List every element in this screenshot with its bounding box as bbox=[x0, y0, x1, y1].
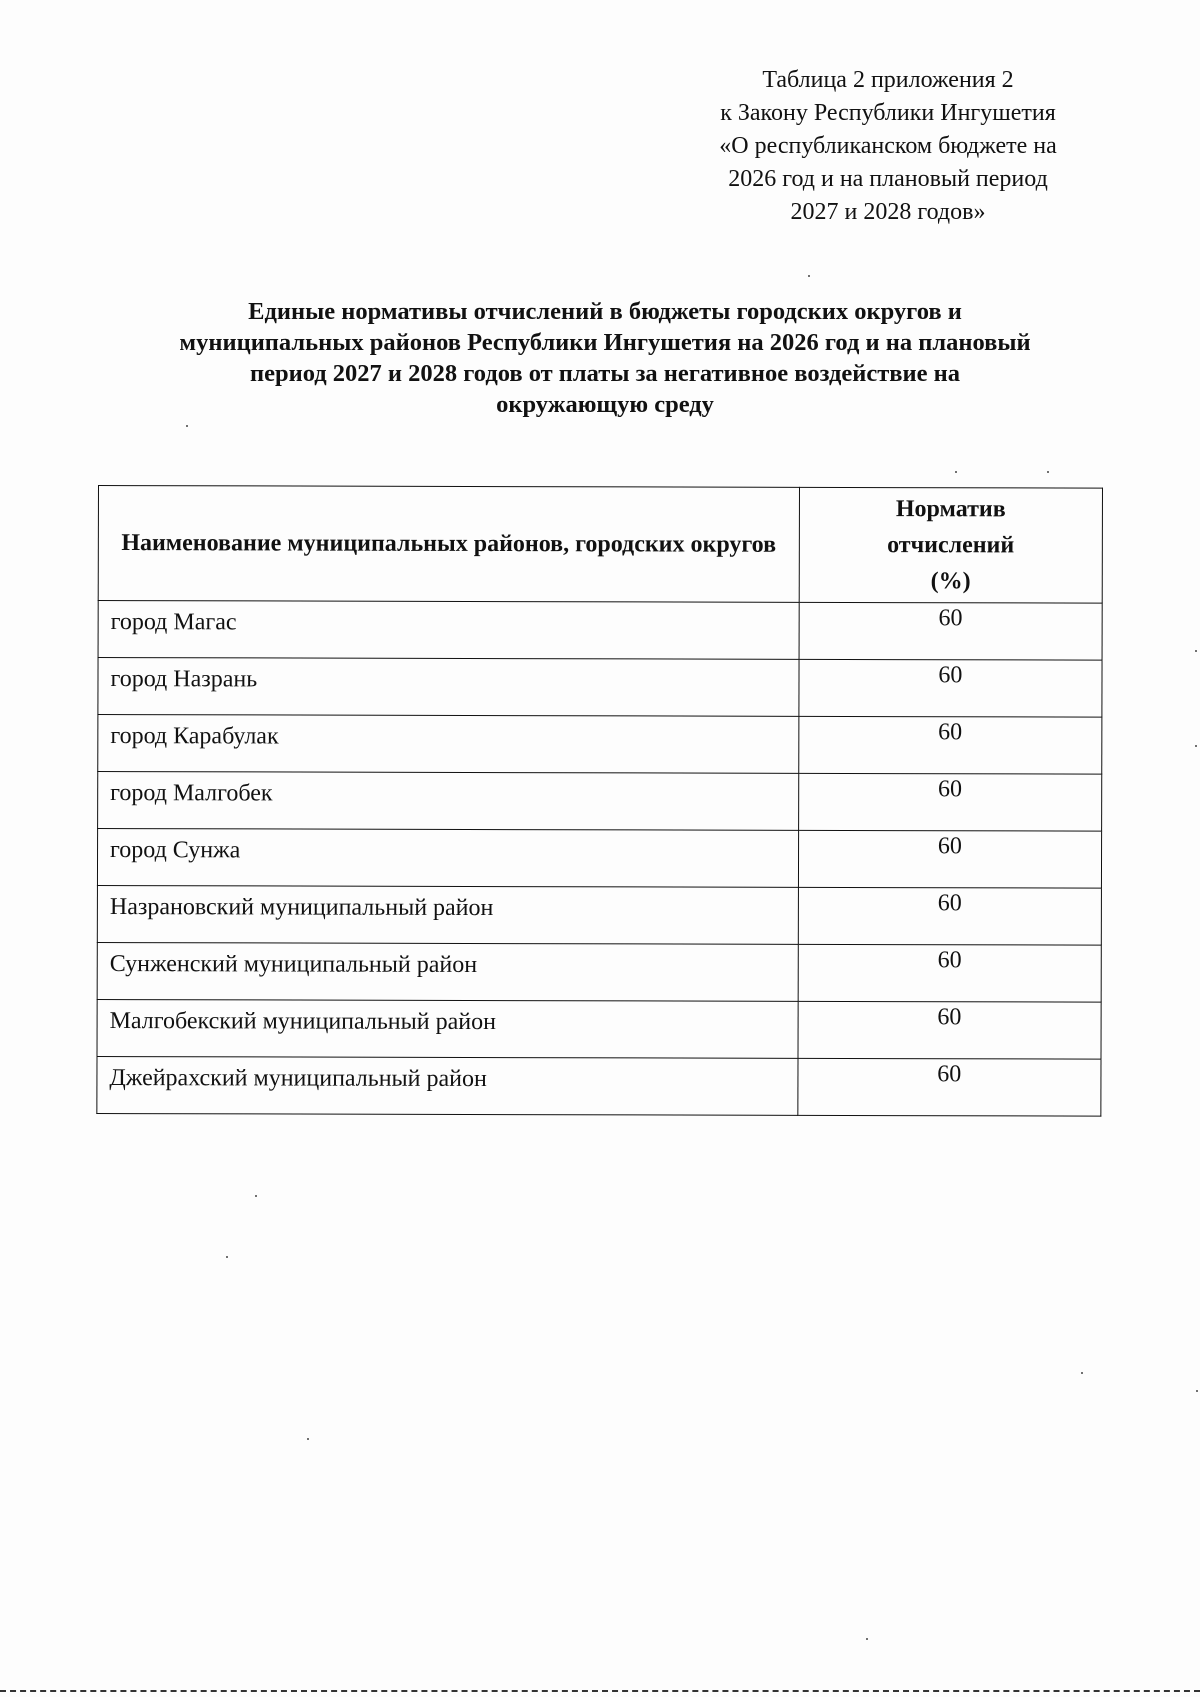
table-row bbox=[98, 658, 1102, 718]
document-title bbox=[90, 296, 1120, 420]
scan-speck bbox=[808, 275, 810, 277]
norm-value-cell: 60 bbox=[798, 1001, 1101, 1059]
municipality-name-cell: Сунженский муниципальный район bbox=[97, 942, 798, 1001]
norm-value-cell: 60 bbox=[799, 659, 1102, 717]
header-municipality-name: Наименование муниципальных районов, городских округов bbox=[98, 486, 799, 603]
appendix-note-line: к Закону Республики Ингушетия bbox=[720, 100, 1056, 126]
scan-speck bbox=[186, 425, 188, 427]
document-title-line: период 2027 и 2028 годов от платы за негативное воздействие на bbox=[249, 360, 960, 387]
table-row bbox=[97, 942, 1101, 1002]
scan-speck bbox=[1196, 1390, 1198, 1392]
appendix-note-line: Таблица 2 приложения 2 bbox=[762, 67, 1014, 93]
scan-speck bbox=[307, 1438, 309, 1440]
scan-speck bbox=[955, 471, 957, 473]
municipality-name-cell: город Магас bbox=[98, 601, 799, 660]
scan-speck bbox=[1195, 650, 1197, 652]
norm-value-cell: 60 bbox=[798, 887, 1101, 945]
table-row bbox=[97, 1056, 1101, 1116]
document-title-line: окружающую среду bbox=[496, 391, 714, 418]
scan-speck bbox=[1195, 745, 1197, 747]
header-norm-percent bbox=[799, 487, 1103, 603]
header-norm-line: (%) bbox=[930, 568, 971, 595]
municipality-name-cell: Джейрахский муниципальный район bbox=[97, 1056, 798, 1115]
table-row bbox=[97, 885, 1101, 945]
municipality-name-cell: город Карабулак bbox=[98, 715, 799, 774]
municipality-name-cell: город Малгобек bbox=[98, 772, 799, 831]
header-norm-line: Норматив bbox=[895, 496, 1006, 523]
norm-value-cell: 60 bbox=[798, 830, 1101, 888]
norms-table bbox=[96, 485, 1103, 1117]
municipality-name-cell: Назрановский муниципальный район bbox=[97, 885, 798, 944]
table-row bbox=[97, 999, 1101, 1059]
municipality-name-cell: город Сунжа bbox=[97, 829, 798, 888]
norm-value-cell: 60 bbox=[798, 944, 1101, 1002]
norm-value-cell: 60 bbox=[798, 716, 1101, 774]
table-row bbox=[97, 829, 1101, 889]
scan-speck bbox=[1081, 1372, 1083, 1374]
municipality-name-cell: Малгобекский муниципальный район bbox=[97, 999, 798, 1058]
appendix-note bbox=[668, 64, 1108, 229]
appendix-note-line: «О республиканском бюджете на bbox=[719, 133, 1057, 159]
scan-speck bbox=[255, 1195, 257, 1197]
appendix-note-line: 2026 год и на плановый период bbox=[728, 166, 1048, 192]
municipality-name-cell: город Назрань bbox=[98, 658, 799, 717]
table-row bbox=[98, 772, 1102, 832]
document-title-line: Единые нормативы отчислений в бюджеты городских округов и bbox=[248, 298, 962, 325]
header-norm-line: отчислений bbox=[887, 532, 1015, 559]
scan-speck bbox=[226, 1256, 228, 1258]
table-row bbox=[98, 601, 1102, 661]
scan-speck bbox=[866, 1638, 868, 1640]
scan-speck bbox=[1047, 471, 1049, 473]
table-row bbox=[98, 715, 1102, 775]
norm-value-cell: 60 bbox=[799, 602, 1102, 660]
document-title-line: муниципальных районов Республики Ингушетия на 2026 год и на плановый bbox=[179, 329, 1031, 356]
norm-value-cell: 60 bbox=[798, 1058, 1101, 1116]
norm-value-cell: 60 bbox=[798, 773, 1101, 831]
table-header-row bbox=[98, 486, 1102, 604]
scan-edge-line bbox=[0, 1690, 1200, 1692]
appendix-note-line: 2027 и 2028 годов» bbox=[790, 199, 986, 225]
